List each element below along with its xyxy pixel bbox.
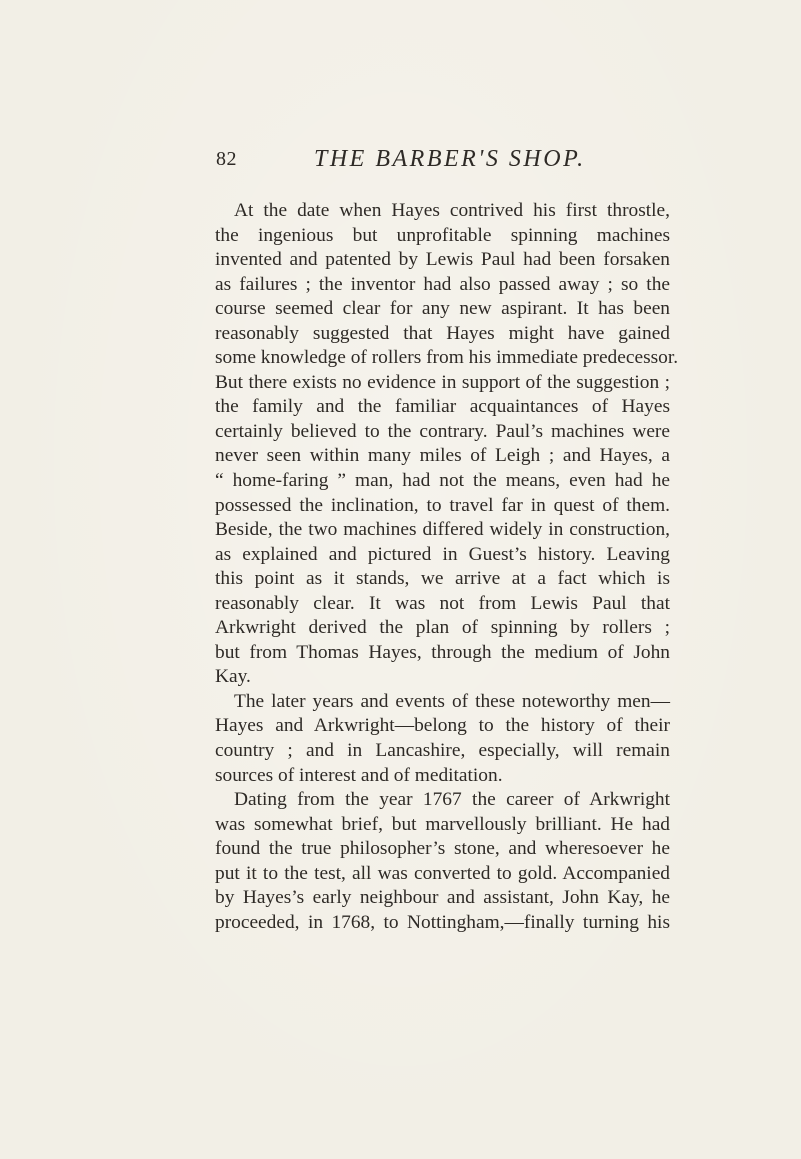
text-line: invented and patented by Lewis Paul had been forsaken (215, 249, 670, 271)
text-line: reasonably suggested that Hayes might have gained (215, 322, 670, 344)
text-line: sources of interest and of meditation. (215, 764, 503, 786)
text-line: as failures ; the inventor had also passed away ; so the (215, 273, 670, 295)
running-title: THE BARBER'S SHOP. (314, 146, 586, 172)
text-line: this point as it stands, we arrive at a fact which is (215, 568, 670, 590)
text-line: certainly believed to the contrary. Paul’s machines were (215, 420, 670, 442)
text-line: The later years and events of these noteworthy men— (234, 690, 670, 712)
text-line: found the true philosopher’s stone, and wheresoever he (215, 838, 670, 860)
text-line: Arkwright derived the plan of spinning by rollers ; (215, 617, 670, 639)
text-line: At the date when Hayes contrived his first throstle, (234, 200, 670, 221)
text-line: the family and the familiar acquaintances of Hayes (215, 396, 670, 418)
paragraph (215, 690, 670, 788)
text-line: by Hayes’s early neighbour and assistant, John Kay, he (215, 887, 670, 909)
paragraph (215, 788, 670, 935)
page-number: 82 (216, 148, 237, 170)
text-line: never seen within many miles of Leigh ; and Hayes, a (215, 445, 670, 467)
text-line: some knowledge of rollers from his immediate predecessor. (215, 347, 679, 369)
text-line: reasonably clear. It was not from Lewis Paul that (215, 592, 670, 614)
text-line: Dating from the year 1767 the career of Arkwright (234, 789, 670, 811)
running-head (216, 148, 676, 178)
text-line: the ingenious but unprofitable spinning machines (215, 224, 670, 246)
text-line: course seemed clear for any new aspirant. It has been (215, 298, 670, 320)
text-line: but from Thomas Hayes, through the medium of John (215, 641, 670, 663)
text-line: country ; and in Lancashire, especially, will remain (215, 740, 670, 762)
text-line: Kay. (215, 666, 251, 688)
text-line: proceeded, in 1768, to Nottingham,—finally turning his (215, 911, 670, 933)
text-line: put it to the test, all was converted to gold. Accompanied (215, 862, 670, 884)
text-line: possessed the inclination, to travel far in quest of them. (215, 494, 670, 516)
body-text (215, 199, 679, 935)
text-line: But there exists no evidence in support of the suggestion ; (215, 371, 670, 393)
text-line: Beside, the two machines differed widely in construction, (215, 519, 670, 541)
text-line: Hayes and Arkwright—belong to the history of their (215, 715, 670, 737)
text-line: as explained and pictured in Guest’s history. Leaving (215, 543, 670, 565)
text-line: “ home-faring ” man, had not the means, even had he (215, 470, 670, 492)
paragraph (215, 199, 679, 690)
text-line: was somewhat brief, but marvellously brilliant. He had (215, 813, 670, 835)
